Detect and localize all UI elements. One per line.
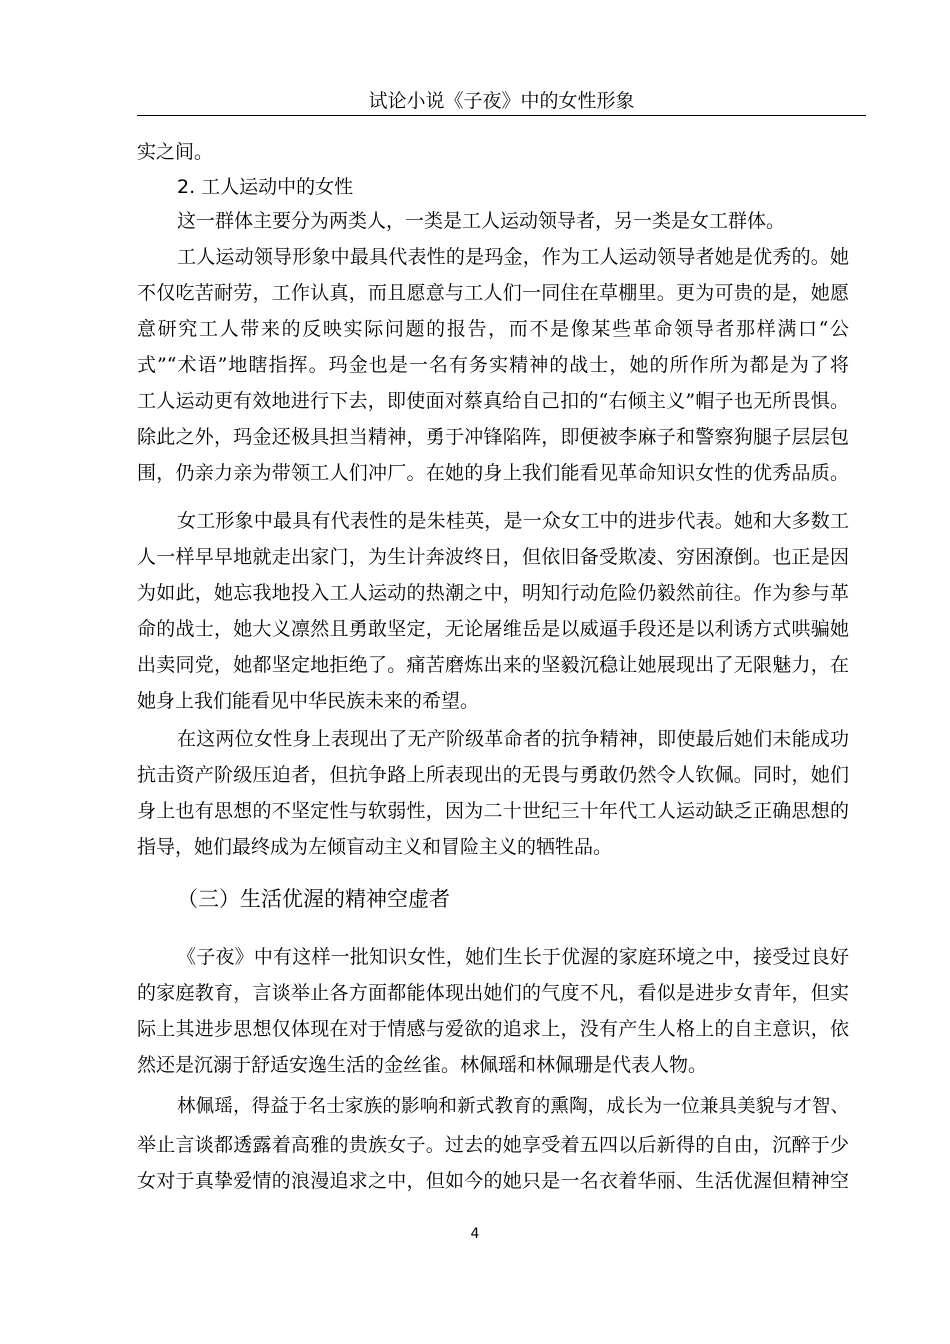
- text-line: 式”“术语”地瞎指挥。玛金也是一名有务实精神的战士，她的所作所为都是为了将: [137, 354, 849, 376]
- text-line: 为如此，她忘我地投入工人运动的热潮之中，明知行动危险仍毅然前往。作为参与革: [137, 582, 849, 604]
- text-line: 意研究工人带来的反映实际问题的报告，而不是像某些革命领导者那样满口“公: [137, 318, 849, 340]
- text-line: 抗击资产阶级压迫者，但抗争路上所表现出的无畏与勇敢仍然令人钦佩。同时，她们: [137, 764, 849, 786]
- text-line: 这一群体主要分为两类人，一类是工人运动领导者，另一类是女工群体。: [177, 210, 786, 232]
- text-line: 不仅吃苦耐劳，工作认真，而且愿意与工人们一同住在草棚里。更为可贵的是，她愿: [137, 282, 849, 304]
- text-line: 除此之外，玛金还极具担当精神，勇于冲锋陷阵，即便被李麻子和警察狗腿子层层包: [137, 426, 849, 448]
- text-line: 的家庭教育，言谈举止各方面都能体现出她们的气度不凡，看似是进步女青年，但实: [137, 982, 849, 1004]
- subsection-heading: 2. 工人运动中的女性: [177, 176, 354, 198]
- text-line: 女对于真挚爱情的浪漫追求之中，但如今的她只是一名衣着华丽、生活优渥但精神空: [137, 1170, 849, 1192]
- text-line: 《子夜》中有这样一批知识女性，她们生长于优渥的家庭环境之中，接受过良好: [177, 946, 849, 968]
- text-line: 女工形象中最具有代表性的是朱桂英，是一众女工中的进步代表。她和大多数工: [177, 510, 849, 532]
- text-line: 出卖同党，她都坚定地拒绝了。痛苦磨炼出来的坚毅沉稳让她展现出了无限魅力，在: [137, 654, 849, 676]
- text-line: 命的战士，她大义凛然且勇敢坚定，无论屠维岳是以威逼手段还是以利诱方式哄骗她: [137, 618, 849, 640]
- text-line: 人一样早早地就走出家门，为生计奔波终日，但依旧备受欺凌、穷困潦倒。也正是因: [137, 546, 849, 568]
- text-line: 实之间。: [137, 141, 214, 163]
- text-line: 围，仍亲力亲为带领工人们冲厂。在她的身上我们能看见革命知识女性的优秀品质。: [137, 462, 849, 484]
- text-line: 工人运动更有效地进行下去，即使面对蔡真给自己扣的“右倾主义”帽子也无所畏惧。: [137, 390, 849, 412]
- text-line: 在这两位女性身上表现出了无产阶级革命者的抗争精神，即使最后她们未能成功: [177, 728, 849, 750]
- text-line: 然还是沉溺于舒适安逸生活的金丝雀。林佩瑶和林佩珊是代表人物。: [137, 1054, 708, 1076]
- text-line: 举止言谈都透露着高雅的贵族女子。过去的她享受着五四以后新得的自由，沉醉于少: [137, 1134, 849, 1156]
- page-header-title: 试论小说《子夜》中的女性形象: [368, 90, 635, 112]
- text-line: 林佩瑶，得益于名士家族的影响和新式教育的熏陶，成长为一位兼具美貌与才智、: [177, 1096, 849, 1117]
- text-line: 工人运动领导形象中最具代表性的是玛金，作为工人运动领导者她是优秀的。她: [177, 246, 849, 268]
- section-heading: （三）生活优渥的精神空虚者: [177, 887, 450, 911]
- text-line: 她身上我们能看见中华民族未来的希望。: [137, 690, 480, 712]
- text-line: 际上其进步思想仅体现在对于情感与爱欲的追求上，没有产生人格上的自主意识，依: [137, 1018, 849, 1040]
- page-number: 4: [470, 1226, 480, 1242]
- text-line: 身上也有思想的不坚定性与软弱性，因为二十世纪三十年代工人运动缺乏正确思想的: [137, 800, 849, 822]
- text-line: 指导，她们最终成为左倾盲动主义和冒险主义的牺牲品。: [137, 836, 613, 858]
- header-divider: [137, 115, 866, 116]
